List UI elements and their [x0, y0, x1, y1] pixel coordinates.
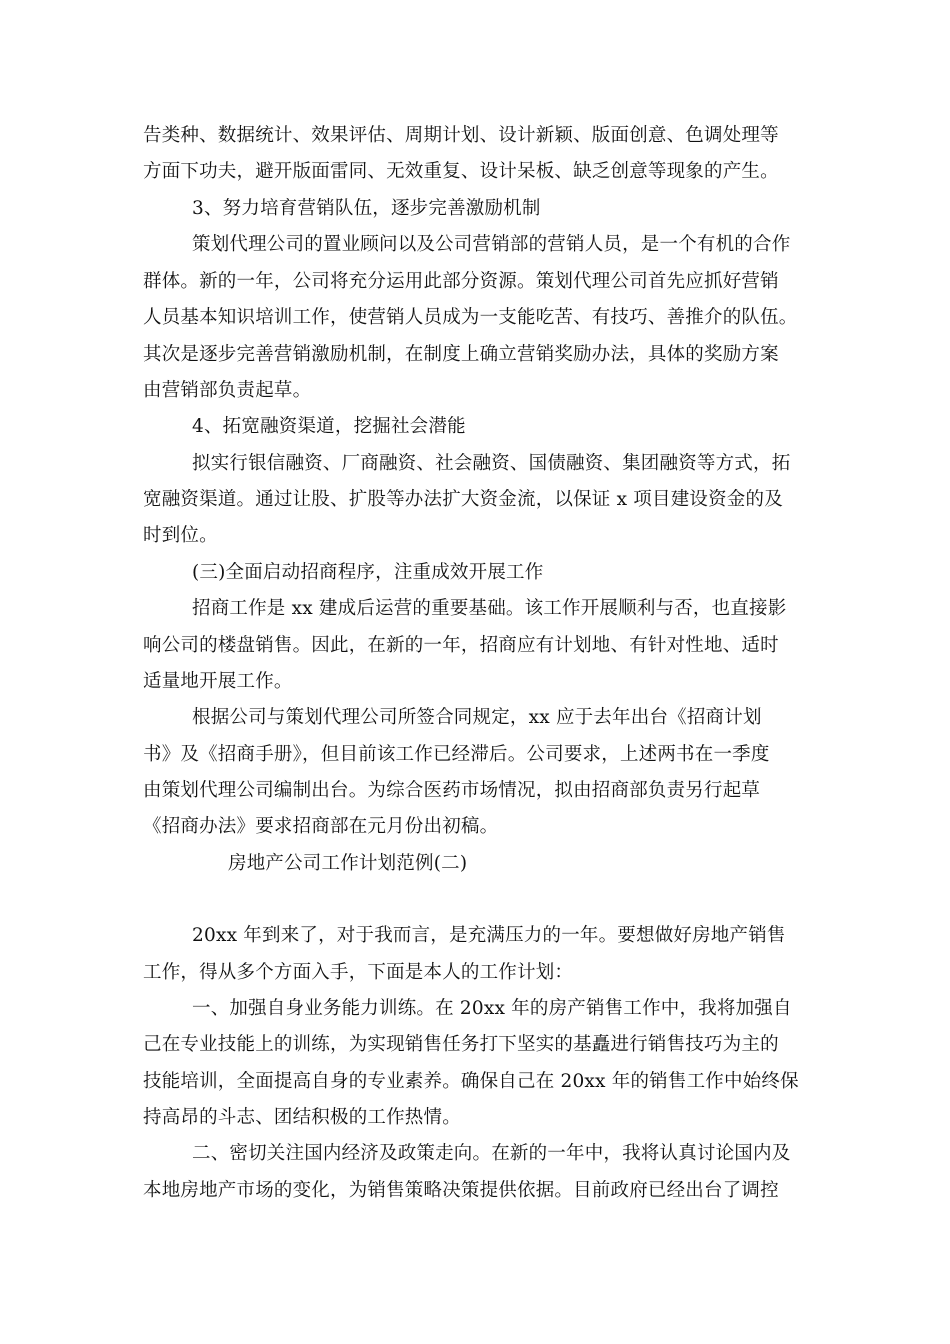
paragraph-line: 一、加强自身业务能力训练。在 20xx 年的房产销售工作中，我将加强自 [192, 998, 792, 1019]
paragraph-line: 群体。新的一年，公司将充分运用此部分资源。策划代理公司首先应抓好营销 [143, 271, 779, 292]
paragraph-line: 根据公司与策划代理公司所签合同规定，xx 应于去年出台《招商计划 [192, 707, 762, 728]
section-heading: (三)全面启动招商程序，注重成效开展工作 [192, 562, 544, 583]
paragraph-line: 本地房地产市场的变化，为销售策略决策提供依据。目前政府已经出台了调控 [143, 1180, 779, 1201]
section-heading: 4、拓宽融资渠道，挖掘社会潜能 [192, 416, 466, 437]
paragraph-line: 人员基本知识培训工作，使营销人员成为一支能吃苦、有技巧、善推介的队伍。 [143, 307, 798, 328]
paragraph-line: 《招商办法》要求招商部在元月份出初稿。 [143, 816, 499, 837]
paragraph-line: 工作，得从多个方面入手，下面是本人的工作计划： [143, 962, 574, 983]
paragraph-line: 告类种、数据统计、效果评估、周期计划、设计新颖、版面创意、色调处理等 [143, 125, 779, 146]
paragraph-line: 二、密切关注国内经济及政策走向。在新的一年中，我将认真讨论国内及 [192, 1143, 791, 1164]
paragraph-line: 己在专业技能上的训练，为实现销售任务打下坚实的基矗进行销售技巧为主的 [143, 1034, 779, 1055]
paragraph-line: 由营销部负责起草。 [143, 380, 312, 401]
paragraph-line: 时到位。 [143, 525, 218, 546]
paragraph-line: 持高昂的斗志、团结积极的工作热情。 [143, 1107, 461, 1128]
paragraph-line: 书》及《招商手册》，但目前该工作已经滞后。公司要求，上述两书在一季度 [143, 744, 770, 765]
paragraph-line: 响公司的楼盘销售。因此，在新的一年，招商应有计划地、有针对性地、适时 [143, 635, 779, 656]
paragraph-line: 方面下功夫，避开版面雷同、无效重复、设计呆板、缺乏创意等现象的产生。 [143, 161, 779, 182]
paragraph-line: 技能培训，全面提高自身的专业素养。确保自己在 20xx 年的销售工作中始终保 [143, 1071, 799, 1092]
paragraph-line: 由策划代理公司编制出台。为综合医药市场情况，拟由招商部负责另行起草 [143, 780, 761, 801]
section-heading: 3、努力培育营销队伍，逐步完善激励机制 [192, 198, 541, 219]
paragraph-line: 拟实行银信融资、厂商融资、社会融资、国债融资、集团融资等方式，拓 [192, 453, 791, 474]
paragraph-line: 招商工作是 xx 建成后运营的重要基础。该工作开展顺利与否，也直接影 [192, 598, 787, 619]
section-title: 房地产公司工作计划范例(二) [228, 853, 468, 874]
paragraph-line: 宽融资渠道。通过让股、扩股等办法扩大资金流，以保证 x 项目建设资金的及 [143, 489, 783, 510]
paragraph-line: 策划代理公司的置业顾问以及公司营销部的营销人员，是一个有机的合作 [192, 234, 791, 255]
paragraph-line: 其次是逐步完善营销激励机制，在制度上确立营销奖励办法，具体的奖励方案 [143, 344, 779, 365]
paragraph-line: 20xx 年到来了，对于我而言，是充满压力的一年。要想做好房地产销售 [192, 925, 786, 946]
paragraph-line: 适量地开展工作。 [143, 671, 293, 692]
